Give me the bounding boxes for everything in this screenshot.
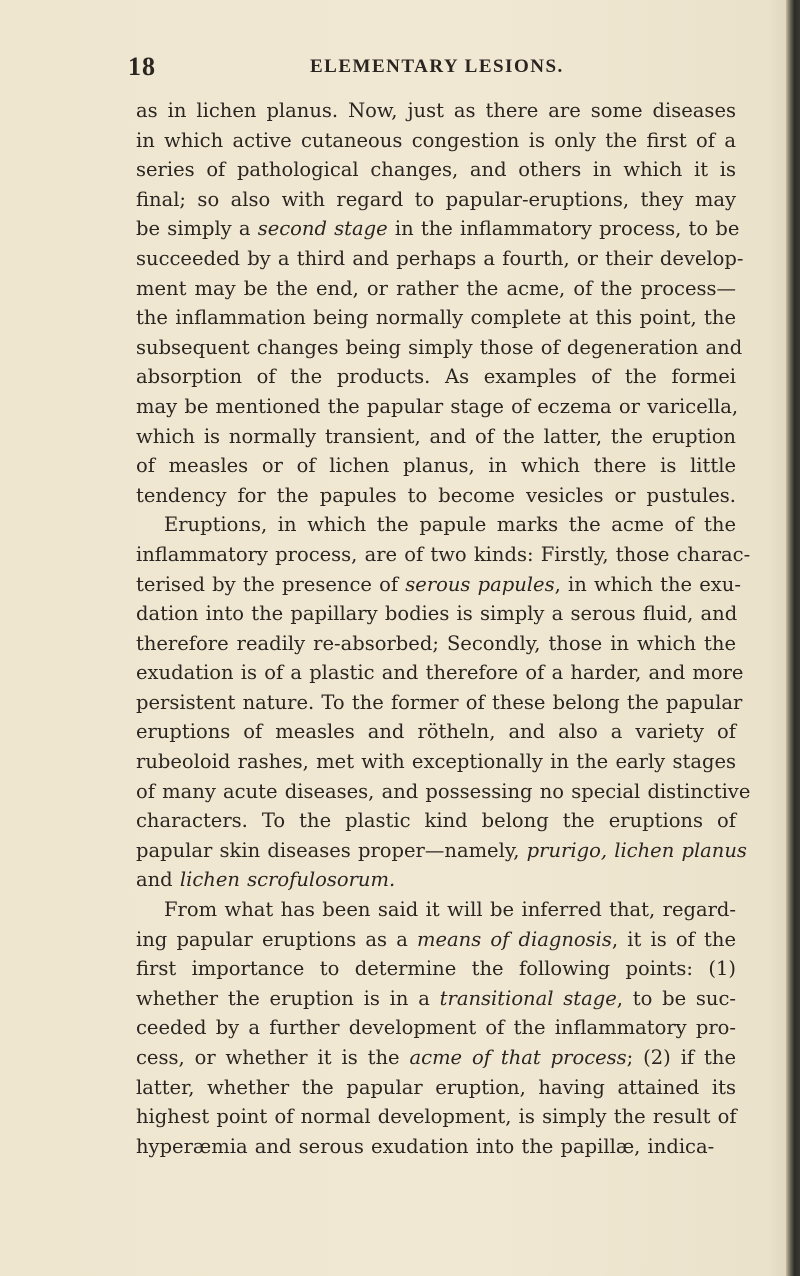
text-line <box>136 688 743 718</box>
text-run: characters. To the plastic kind belong the eruptions of <box>136 809 736 833</box>
text-line <box>136 1073 736 1103</box>
text-run: latter, whether the papular eruption, having attained its <box>136 1075 736 1099</box>
text-line <box>136 895 736 925</box>
text-line <box>136 747 736 777</box>
text-run: first importance to determine the following points: (1) <box>136 957 736 981</box>
text-run: rubeoloid rashes, met with exceptionally in the early stages <box>136 750 736 774</box>
text-run: cess, or whether it is the <box>136 1046 410 1069</box>
text-line <box>136 954 736 984</box>
text-run: terised by the presence of <box>136 572 406 596</box>
text-run: From what has been said it will be inferred that, regard- <box>164 898 736 922</box>
text-line <box>136 96 736 126</box>
text-run: in the inflammatory process, to be <box>387 217 740 241</box>
text-line <box>136 333 743 363</box>
text-line <box>136 126 736 156</box>
text-line <box>136 185 736 215</box>
text-line <box>136 629 736 659</box>
text-run: hyperæmia and serous exudation into the papillæ, indica- <box>136 1134 715 1158</box>
page-header <box>128 52 740 82</box>
text-run: of many acute diseases, and possessing no special distinctive <box>136 779 751 803</box>
text-run: absorption of the products. As examples of the formei <box>136 365 736 389</box>
text-line <box>136 984 736 1014</box>
text-line <box>136 214 740 244</box>
text-run: , it is of the <box>611 927 736 951</box>
text-run: exudation is of a plastic and therefore of a harder, and more <box>136 661 744 685</box>
italic-text-run: lichen scrofulosorum. <box>179 868 396 892</box>
text-line <box>136 865 736 895</box>
text-line <box>136 1102 736 1132</box>
text-run: ment may be the end, or rather the acme, of the process— <box>136 276 736 300</box>
text-run: tendency for the papules to become vesicles or pustules. <box>136 483 736 507</box>
text-run: in which active cutaneous congestion is only the first of a <box>136 128 736 152</box>
text-line <box>136 658 744 688</box>
text-run: persistent nature. To the former of these belong the papular <box>136 690 743 714</box>
text-line <box>136 1043 736 1073</box>
text-run: , in which the exu- <box>554 572 741 596</box>
text-run: papular skin diseases proper—namely, <box>136 838 527 862</box>
text-run: ceeded by a further development of the inflammatory pro- <box>136 1016 736 1040</box>
italic-text-run: second stage <box>257 217 388 241</box>
body-text <box>136 96 751 1161</box>
text-run: inflammatory process, are of two kinds: Firstly, those charac- <box>136 542 751 566</box>
text-line <box>136 451 736 481</box>
text-run: final; so also with regard to papular-eruptions, they may <box>136 187 736 211</box>
text-run: ing papular eruptions as a <box>136 927 417 951</box>
text-line <box>136 925 736 955</box>
text-run: as in lichen planus. Now, just as there are some diseases <box>136 99 736 122</box>
italic-text-run: serous papules <box>405 572 555 596</box>
text-run: be simply a <box>136 217 258 241</box>
text-run: of measles or of lichen planus, in which there is little <box>136 454 736 478</box>
text-line <box>136 362 736 392</box>
text-line <box>136 599 736 629</box>
italic-text-run: means of diagnosis <box>417 927 612 951</box>
text-line <box>136 540 751 570</box>
running-head: ELEMENTARY LESIONS. <box>310 56 564 77</box>
text-line <box>136 244 744 274</box>
text-line <box>136 303 736 333</box>
page-number: 18 <box>128 52 156 81</box>
text-run: therefore readily re-absorbed; Secondly, those in which the <box>136 631 736 655</box>
text-run: dation into the papillary bodies is simply a serous fluid, and <box>136 602 738 626</box>
text-line <box>136 422 736 452</box>
text-run: may be mentioned the papular stage of eczema or varicella, <box>136 394 739 418</box>
text-run: , to be suc- <box>616 986 737 1010</box>
text-run: which is normally transient, and of the latter, the eruption <box>136 424 736 448</box>
italic-text-run: acme of that process <box>409 1046 627 1069</box>
text-line <box>136 155 736 185</box>
text-line <box>136 392 739 422</box>
text-line <box>136 806 736 836</box>
text-run: series of pathological changes, and others in which it is <box>136 158 736 182</box>
text-run: whether the eruption is in a <box>136 986 440 1010</box>
text-line <box>136 570 741 600</box>
text-line <box>136 481 736 511</box>
text-run: highest point of normal development, is simply the result of <box>136 1105 737 1129</box>
text-run: ; (2) if the <box>626 1046 736 1069</box>
text-run: the inflammation being normally complete at this point, the <box>136 306 736 330</box>
italic-text-run: transitional stage <box>439 986 617 1010</box>
italic-text-run: prurigo, lichen planus <box>526 838 747 862</box>
text-line <box>136 836 747 866</box>
text-line <box>136 1013 736 1043</box>
text-line <box>136 777 751 807</box>
text-line <box>136 717 736 747</box>
text-line <box>136 510 736 540</box>
text-run: subsequent changes being simply those of degeneration and <box>136 335 743 359</box>
text-line <box>136 274 736 304</box>
text-run: and <box>136 868 180 892</box>
text-run: Eruptions, in which the papule marks the acme of the <box>164 513 736 537</box>
text-run: eruptions of measles and rötheln, and also a variety of <box>136 720 736 744</box>
text-run: succeeded by a third and perhaps a fourth, or their develop- <box>136 246 744 270</box>
text-line <box>136 1132 736 1162</box>
page-edge-shadow <box>786 0 800 1276</box>
